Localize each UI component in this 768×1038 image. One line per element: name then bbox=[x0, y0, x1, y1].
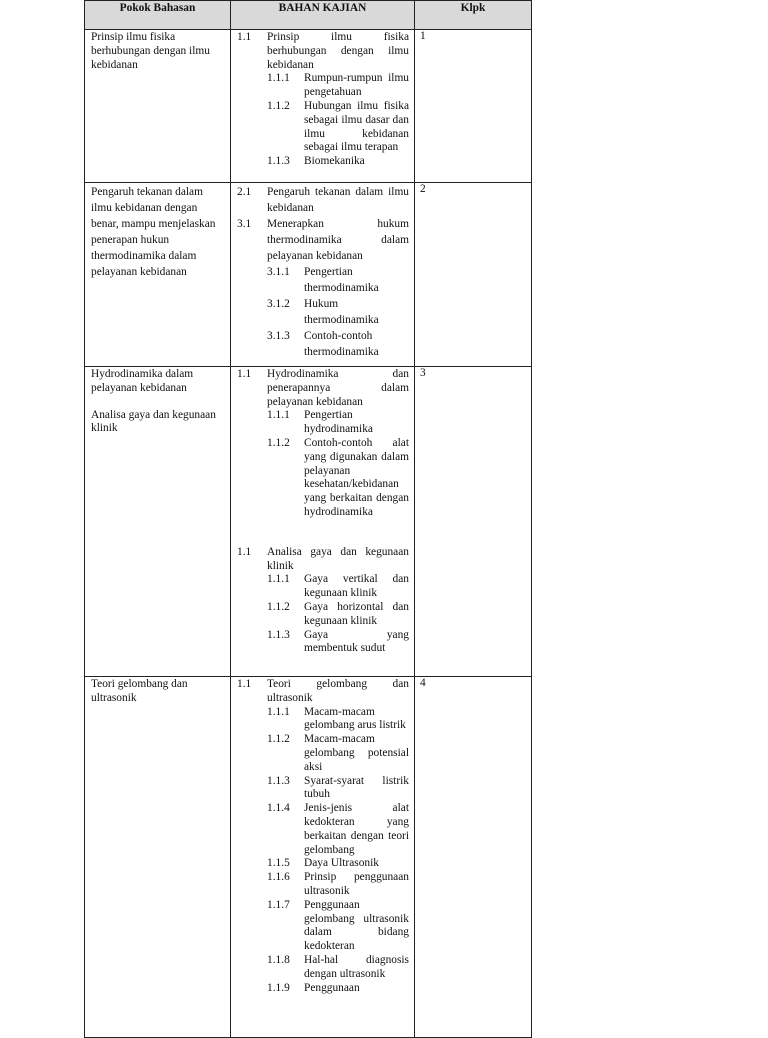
table-row bbox=[85, 30, 532, 183]
topic-cell bbox=[85, 30, 231, 183]
subitem-text: Hubungan ilmu fisika sebagai ilmu dasar dan ilmu kebidanan sebagai ilmu terapan bbox=[304, 99, 409, 154]
header-klpk: Klpk bbox=[415, 1, 532, 30]
subitem-text: Macam-macam gelombang potensial aksi bbox=[304, 733, 409, 773]
item-number: 3.1 bbox=[237, 218, 252, 230]
topic-cell bbox=[85, 183, 231, 367]
table-row bbox=[85, 183, 532, 367]
subitem-number: 1.1.8 bbox=[267, 953, 290, 966]
subitem-text: Penggunaan gelombang ultrasonik dalam bidang kedokteran bbox=[304, 898, 409, 953]
item-number: 1.1 bbox=[237, 31, 252, 43]
topic-text: Hydrodinamika dalam pelayanan kebidanan bbox=[91, 368, 194, 394]
subitem-text: Contoh-contoh thermodinamika bbox=[304, 330, 379, 358]
subitem-text: Contoh-contoh alat yang digunakan dalam pelayanan kesehatan/kebidanan yang berkaitan dengan hydrodinamika bbox=[304, 436, 409, 518]
subitem-number: 1.1.2 bbox=[267, 733, 290, 746]
topic-text: Teori gelombang dan ultrasonik bbox=[91, 678, 188, 704]
subitem-number: 1.1.5 bbox=[267, 857, 290, 870]
subitem-number: 1.1.7 bbox=[267, 898, 290, 911]
subitem-text: Biomekanika bbox=[304, 155, 365, 168]
subitem-number: 1.1.1 bbox=[267, 705, 290, 718]
topic-text: Analisa gaya dan kegunaan klinik bbox=[91, 408, 216, 435]
subitem-number: 1.1.2 bbox=[267, 99, 290, 112]
klpk-cell bbox=[415, 367, 532, 677]
topic-cell bbox=[85, 677, 231, 1038]
header-bahan-kajian: BAHAN KAJIAN bbox=[231, 1, 415, 30]
syllabus-table bbox=[84, 0, 532, 1038]
subitem-text: Daya Ultrasonik bbox=[304, 857, 379, 870]
klpk-value: 2 bbox=[420, 183, 426, 195]
subitem-number: 1.1.1 bbox=[267, 573, 290, 586]
subitem-text: Hal-hal diagnosis dengan ultrasonik bbox=[304, 953, 409, 980]
content-cell bbox=[231, 183, 415, 367]
item-number: 1.1 bbox=[237, 678, 252, 690]
subitem-number: 3.1.1 bbox=[267, 266, 290, 278]
subitem-text: Jenis-jenis alat kedokteran yang berkaitan dengan teori gelombang bbox=[304, 802, 409, 856]
subitem-number: 3.1.2 bbox=[267, 298, 290, 310]
klpk-cell bbox=[415, 30, 532, 183]
content-cell bbox=[231, 367, 415, 677]
subitem-text: Prinsip penggunaan ultrasonik bbox=[304, 871, 409, 897]
subitem-number: 1.1.6 bbox=[267, 871, 290, 884]
subitem-text: Pengertian hydrodinamika bbox=[304, 409, 373, 436]
subitem-text: Pengertian thermodinamika bbox=[304, 266, 379, 294]
klpk-value: 3 bbox=[420, 367, 426, 379]
item-text: Pengaruh tekanan dalam ilmu kebidanan bbox=[267, 186, 409, 214]
klpk-cell bbox=[415, 677, 532, 1038]
subitem-text: Syarat-syarat listrik tubuh bbox=[304, 774, 409, 801]
topic-text: Prinsip ilmu fisika berhubungan dengan ilmu kebidanan bbox=[91, 31, 210, 71]
subitem-number: 1.1.1 bbox=[267, 409, 290, 422]
subitem-text: Hukum thermodinamika bbox=[304, 298, 379, 326]
subitem-number: 1.1.2 bbox=[267, 436, 290, 449]
subitem-number: 1.1.3 bbox=[267, 155, 290, 168]
subitem-number: 1.1.9 bbox=[267, 981, 290, 994]
item-text: Teori gelombang dan ultrasonik bbox=[267, 678, 409, 704]
item-number: 1.1 bbox=[237, 368, 252, 380]
subitem-number: 1.1.2 bbox=[267, 600, 290, 613]
subitem-text: Penggunaan bbox=[304, 981, 360, 994]
subitem-text: Rumpun-rumpun ilmu pengetahuan bbox=[304, 72, 409, 99]
subitem-number: 1.1.1 bbox=[267, 72, 290, 85]
item-text: Hydrodinamika dan penerapannya dalam pelayanan kebidanan bbox=[267, 368, 409, 408]
subitem-text: Gaya horizontal dan kegunaan klinik bbox=[304, 600, 409, 627]
content-cell bbox=[231, 30, 415, 183]
subitem-number: 1.1.3 bbox=[267, 774, 290, 787]
item-number: 2.1 bbox=[237, 186, 252, 198]
subitem-number: 3.1.3 bbox=[267, 330, 290, 342]
klpk-cell bbox=[415, 183, 532, 367]
item-number: 1.1 bbox=[237, 545, 252, 558]
item-text: Menerapkan hukum thermodinamika dalam pelayanan kebidanan bbox=[267, 218, 409, 262]
table-row bbox=[85, 677, 532, 1038]
item-text: Prinsip ilmu fisika berhubungan dengan ilmu kebidanan bbox=[267, 31, 409, 71]
topic-text: Pengaruh tekanan dalam ilmu kebidanan dengan benar, mampu menjelaskan penerapan hukun thermodinamika dalam pelayanan kebidanan bbox=[91, 186, 216, 278]
item-text: Analisa gaya dan kegunaan klinik bbox=[267, 545, 409, 572]
subitem-text: Gaya vertikal dan kegunaan klinik bbox=[304, 573, 409, 600]
klpk-value: 1 bbox=[420, 30, 426, 42]
table-row bbox=[85, 367, 532, 677]
klpk-value: 4 bbox=[420, 677, 426, 689]
header-row bbox=[85, 1, 532, 30]
subitem-text: Macam-macam gelombang arus listrik bbox=[304, 705, 406, 732]
subitem-number: 1.1.3 bbox=[267, 628, 290, 641]
content-cell bbox=[231, 677, 415, 1038]
topic-cell bbox=[85, 367, 231, 677]
subitem-text: Gaya yang membentuk sudut bbox=[304, 628, 409, 655]
header-pokok-bahasan: Pokok Bahasan bbox=[85, 1, 231, 30]
subitem-number: 1.1.4 bbox=[267, 802, 290, 815]
